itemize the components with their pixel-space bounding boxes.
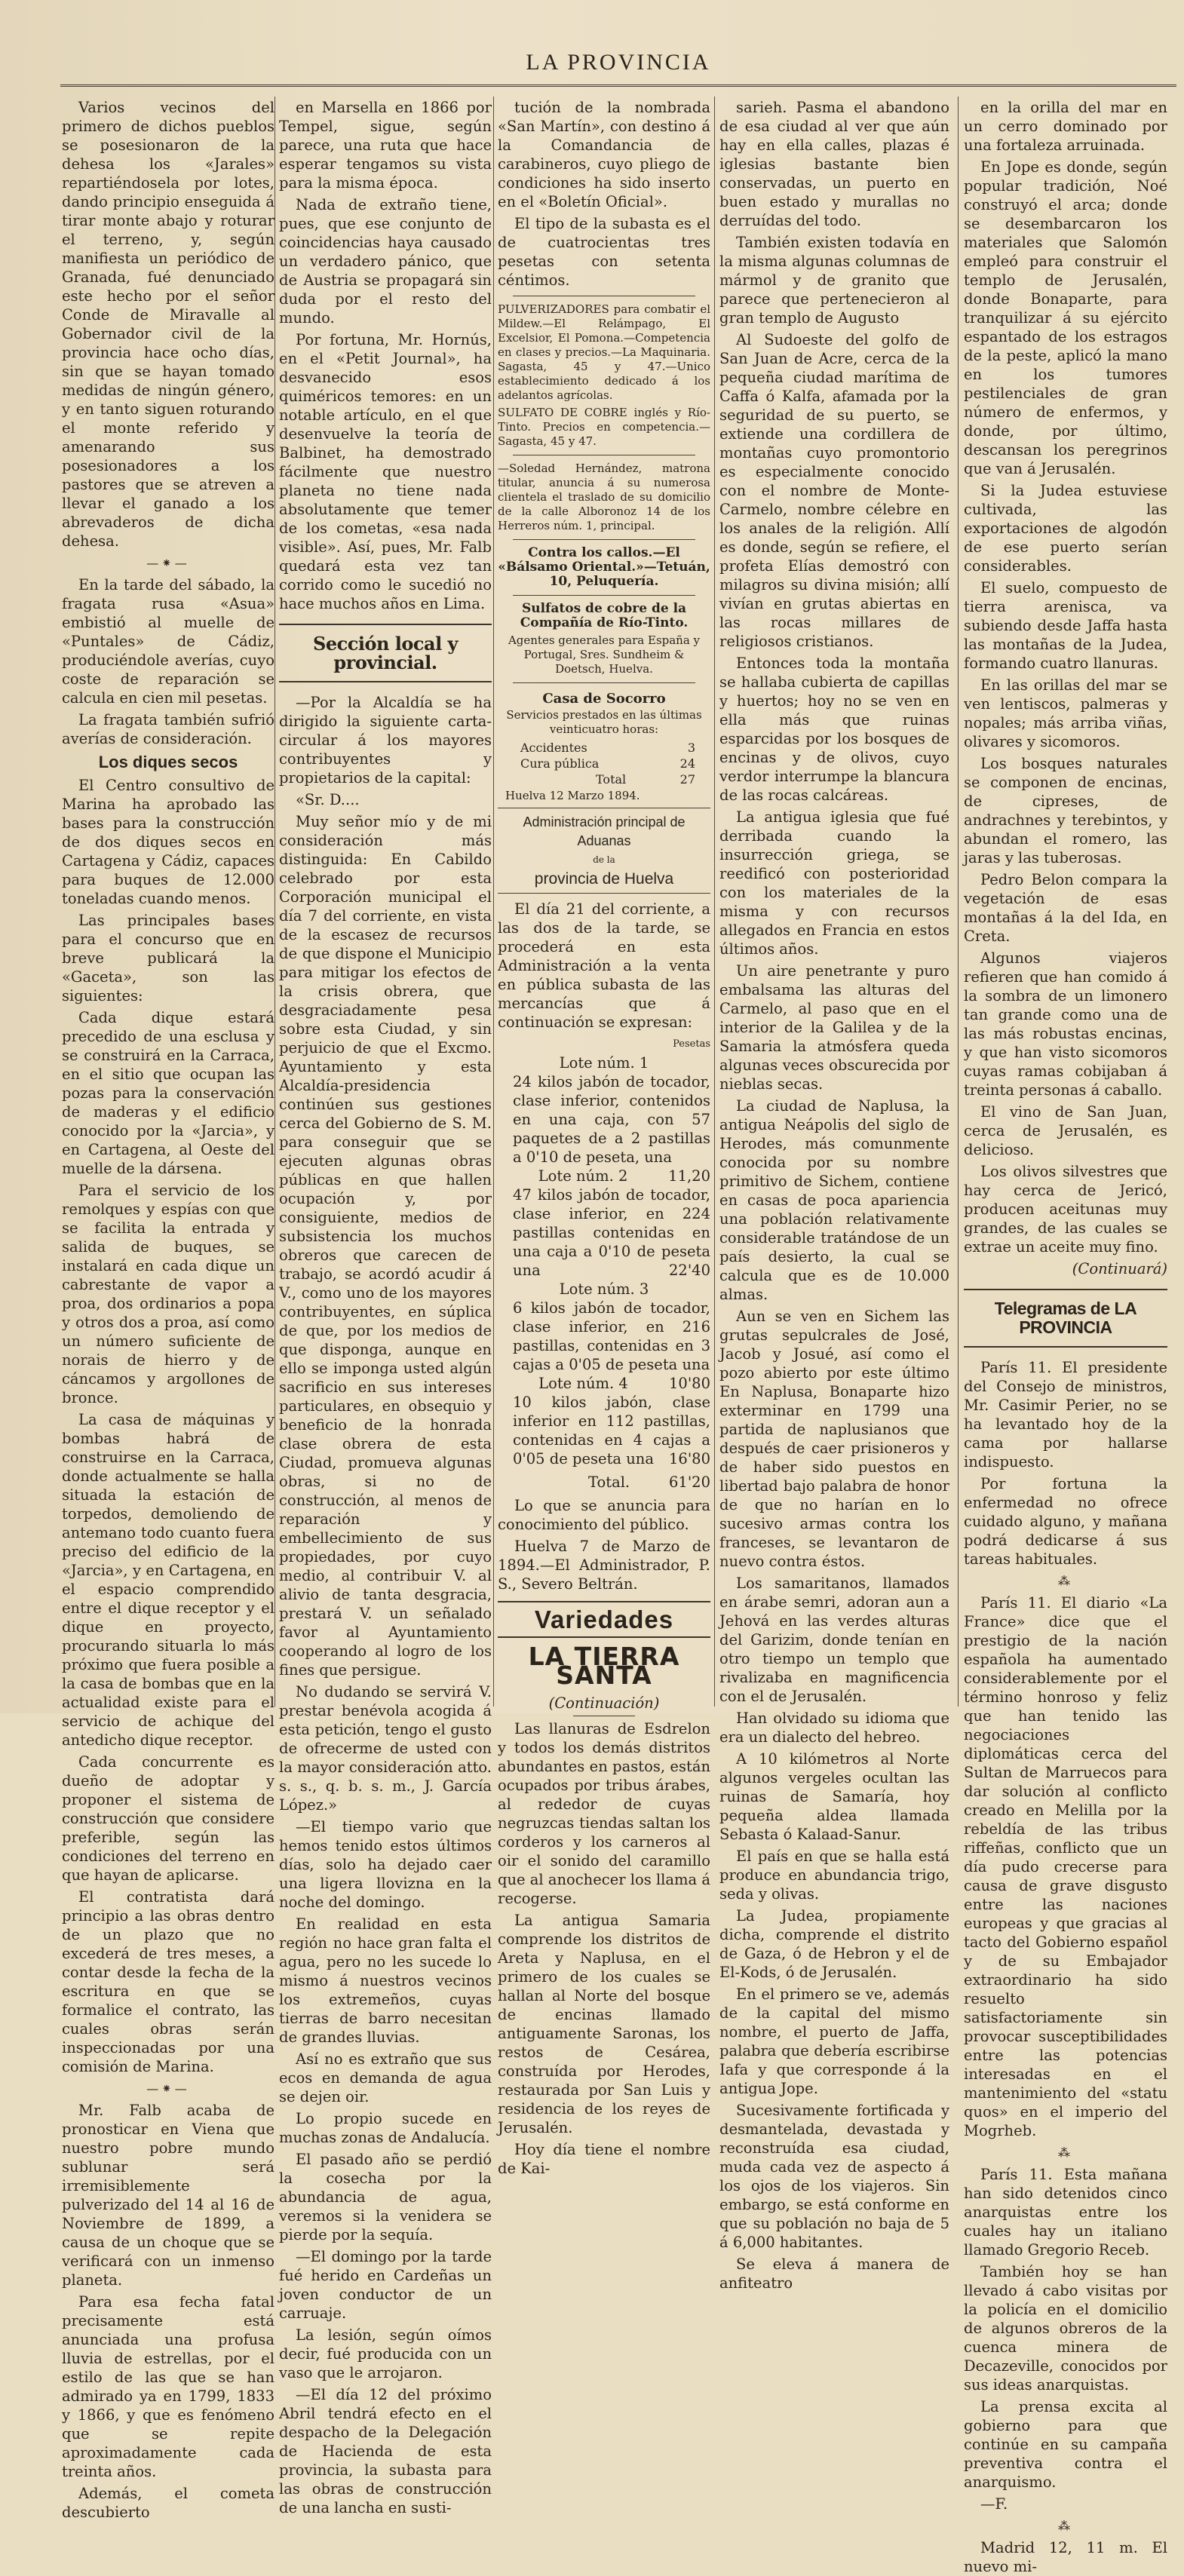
article-paragraph: Aun se ven en Sichem las grutas sepulcrales de José, Jacob y Josué, así como el pozo abierto por este último En Naplusa, Bonaparte hizo exterminar en 1799 una partida de naplusianos que después de caer prisioneros y de haber sido puestos en libertad bajo palabra de honor de que no harían en lo sucesivo armas contra los franceses, se levantaron de nuevo contra éstos. bbox=[719, 1308, 949, 1570]
article-paragraph: Por fortuna la enfermedad no ofrece cuidado alguno, y mañana podrá dedicarse á sus tareas habituales. bbox=[964, 1475, 1167, 1568]
article-paragraph: El tipo de la subasta es el de cuatrocientas tres pesetas con setenta céntimos. bbox=[498, 215, 710, 289]
article-paragraph: La fragata también sufrió averías de consideración. bbox=[62, 711, 275, 747]
adm-heading: Administración principal de Aduanas bbox=[523, 814, 686, 848]
advertisement: SULFATO DE COBRE inglés y Río-Tinto. Precios en competencia.—Sagasta, 45 y 47. bbox=[498, 406, 710, 448]
socorro-title: Casa de Socorro bbox=[542, 691, 666, 707]
total-row: Total. 61'20 bbox=[588, 1474, 710, 1491]
article-paragraph: —Por la Alcaldía se ha dirigido la siguiente carta-circular á los mayores contribuyentes y propietarios de la capital: bbox=[279, 694, 492, 787]
separator: —⁕— bbox=[146, 2081, 190, 2096]
article-paragraph: Los samaritanos, llamados en árabe semri, adoran aun a Jehová en las verdes alturas del Garizim, donde tenían en otro tiempo un templo que rivalizaba en magnificencia con el de Jerusalén. bbox=[719, 1575, 949, 1705]
article-paragraph: La antigua iglesia que fué derribada cuando la insurrección griega, se reedificó con posterioridad con los materiales de la misma y con recursos allegados en Francia en estos últimos años. bbox=[719, 808, 949, 958]
article-paragraph: Además, el cometa descubierto bbox=[62, 2485, 275, 2521]
article-paragraph: Si la Judea estuviese cultivada, las exportaciones de algodón de ese puerto serían considerables. bbox=[964, 482, 1167, 575]
socorro-row: Accidentes 3 bbox=[520, 741, 695, 755]
lote-item: 10 kilos jabón, clase inferior en 112 pastillas, contenidas en 4 cajas a 0'05 de peseta una 16'80 bbox=[513, 1394, 710, 1467]
section-heading: Telegramas de LA PROVINCIA bbox=[964, 1289, 1167, 1348]
column-4 bbox=[719, 98, 949, 2292]
article-title: LA TIERRA SANTA bbox=[528, 1642, 680, 1690]
article-paragraph: —El domingo por la tarde fué herido en Cardeñas un joven conductor de un carruaje. bbox=[279, 2248, 492, 2322]
article-paragraph: París 11. El presidente del Consejo de ministros, Mr. Casimir Perier, no se ha levantado hoy de la cama por hallarse indispuesto. bbox=[964, 1359, 1167, 1470]
article-paragraph: Sucesivamente fortificada y desmantelada, devastada y reconstruída esa ciudad, muda cada vez de aspecto á los ojos de los viajeros. Sin embargo, se está conforme en que su población no baja de 5 á 6,000 habitantes. bbox=[719, 2102, 949, 2251]
divider bbox=[513, 595, 695, 596]
masthead bbox=[60, 47, 1176, 87]
adm-heading-sub: de la bbox=[593, 854, 615, 865]
article-paragraph: Los olivos silvestres que hay cerca de Jericó, producen aceitunas muy grandes, de las cuales se extrae un aceite muy fino. bbox=[964, 1163, 1167, 1256]
article-paragraph: Las llanuras de Esdrelon y todos los demás distritos abundantes en pastos, están ocupados por tribus árabes, al rededor de cuyas negruzcas tiendas saltan los corderos y los carneros al oir el sonido del caramillo que al anochecer los llama á recogerse. bbox=[498, 1720, 710, 1907]
article-paragraph: Varios vecinos del primero de dichos pueblos se posesionaron de la dehesa los «Jarales» repartiéndosela por lotes, dando principio enseguida á tirar monte abajo y roturar el terreno, y, según manifiesta un periódico de Granada, fué denunciado este hecho por el señor Conde de Miravalle al Gobernador civil de la provincia hace ocho días, sin que se hayan tomado medidas de ningún género, y en tanto siguen roturando el monte referido y amenarando sus posesionadores a los pastores que se atreven a llevar el ganado a los abrevaderos de dicha dehesa. bbox=[62, 99, 275, 550]
article-paragraph: París 11. Esta mañana han sido detenidos cinco anarquistas entre los cuales hay un italiano llamado Gregorio Receb. bbox=[964, 2166, 1167, 2259]
lote-item: 6 kilos jabón de tocador, clase inferior, en 216 pastillas, contenidas en 3 cajas a 0'05 de peseta una 10'80 bbox=[513, 1299, 710, 1392]
article-paragraph: El día 21 del corriente, a las dos de la tarde, se procederá en esta Administración a la venta en pública subasta de las mercancías que á continuación se expresan: bbox=[498, 900, 710, 1031]
article-paragraph: La casa de máquinas y bombas habrá de construirse en la Carraca, donde actualmente se halla situada la estación de torpedos, demoliendo de antemano todo cuanto fuera preciso del edificio de la «Jarcia», y en Cartagena, en el espacio comprendido entre el dique receptor y el dique en proyecto, procurando situarla lo más próximo que fuera posible a la casa de bombas que en la actualidad existe para el servicio de achique del antedicho dique receptor. bbox=[62, 1411, 275, 1749]
article-paragraph: Los bosques naturales se componen de encinas, de cipreses, de andrachnes y terebintos, y abundan el romero, las jaras y las tuberosas. bbox=[964, 755, 1167, 866]
article-paragraph: También hoy se han llevado á cabo visitas por la policía en el domicilio de algunos obreros de la cuenca minera de Decazeville, conocidos por sus ideas anarquistas. bbox=[964, 2263, 1167, 2394]
article-paragraph: Así no es extraño que sus ecos en demanda de agua se dejen oir. bbox=[279, 2050, 492, 2105]
article-paragraph: La lesión, según oímos decir, fué producida con un vaso que le arrojaron. bbox=[279, 2326, 492, 2381]
article-paragraph: Hoy día tiene el nombre de Kai- bbox=[498, 2141, 710, 2177]
article-paragraph: tución de la nombrada «San Martín», con destino á la Comandancia de carabineros, cuyo pliego de condiciones ha sido inserto en el «Boletín Oficial». bbox=[498, 99, 710, 210]
article-paragraph: En el primero se ve, además de la capital del mismo nombre, el puerto de Jaffa, palabra que debería escribirse Iafa y que corresponde á la antigua Jope. bbox=[719, 1986, 949, 2097]
article-paragraph: A 10 kilómetros al Norte algunos vergeles ocultan las ruinas de Samaría, hoy pequeña aldea llamada Sebasta ó Kalaad-Sanur. bbox=[719, 1750, 949, 1843]
asterism: ⁂ bbox=[1058, 1574, 1073, 1588]
section-heading: Variedades bbox=[498, 1601, 710, 1638]
article-paragraph: Lo propio sucede en muchas zonas de Andalucía. bbox=[279, 2110, 492, 2146]
column-3 bbox=[498, 98, 710, 2177]
article-paragraph: Mr. Falb acaba de pronosticar en Viena que nuestro pobre mundo sublunar será irremisiblemente pulverizado del 14 al 16 de Noviembre de 1899, a causa de un choque que se verificará con un inmenso planeta. bbox=[62, 2102, 275, 2289]
lote-name: Lote núm. 1 bbox=[559, 1054, 649, 1072]
article-paragraph: Un aire penetrante y puro embalsama las alturas del Carmelo, al paso que en el interior de la Galilea y de la Samaria la atmósfera queda algunas veces obscurecida por nieblas secas. bbox=[719, 962, 949, 1093]
socorro-row: Total 27 bbox=[596, 772, 695, 787]
article-paragraph: Nada de extraño tiene, pues, que ese conjunto de coincidencias haya causado un verdadero pánico, que de Austria se propagará sin duda por el resto del mundo. bbox=[279, 196, 492, 327]
column-rule bbox=[958, 97, 959, 1707]
article-paragraph: En realidad en esta región no hace gran falta el agua, pero no les sucede lo mismo á nuestros vecinos los extremeños, cuyas tierras de barro necesitan de grandes lluvias. bbox=[279, 1915, 492, 2046]
advertisement: Contra los callos.—El «Bálsamo Oriental.»—Tetuán, 10, Peluquería. bbox=[498, 545, 710, 589]
newspaper-title: LA PROVINCIA bbox=[526, 50, 711, 75]
article-paragraph: Algunos viajeros refieren que han comido á la sombra de un limonero tan grande como una de las más robustas encinas, y que han visto sicomoros cuyas ramas cobijaban á treinta personas á caballo. bbox=[964, 949, 1167, 1099]
article-paragraph: Entonces toda la montaña se hallaba cubierta de capillas y huertos; hoy no se ven en ella más que ruinas esparcidas por los bosques de encinas y de olivos, cuyo verdor interrumpe la blancura de las rocas calcáreas. bbox=[719, 655, 949, 804]
article-paragraph: —El tiempo vario que hemos tenido estos últimos días, solo ha dejado caer una ligera llovizna en la noche del domingo. bbox=[279, 1818, 492, 1911]
article-paragraph: Por fortuna, Mr. Hornús, en el «Petit Journal», ha desvanecido esos quiméricos temores: en un notable artículo, en el que desenvuelve la teoría de Balbinet, ha demostrado fácilmente que nuestro planeta no tiene nada absolutamente que temer de los cometas, «esa nada visible». Así, pues, Mr. Falb quedará esta vez tan corrido como le sucedió no hace muchos años en Lima. bbox=[279, 331, 492, 612]
article-paragraph: Muy señor mío y de mi consideración más distinguida: En Cabildo celebrado por esta Corporación municipal el día 7 del corriente, en vista de la escasez de recursos de que dispone el Municipio para mitigar los efectos de la crisis obrera, que desgraciadamente pesa sobre esta Ciudad, y sin perjuicio de que el Excmo. Ayuntamiento y esta Alcaldía-presidencia continúen sus gestiones cerca del Gobierno de S. M. para conseguir que se ejecuten algunas obras públicas en que hallen ocupación y, por consiguiente, medios de subsistencia los muchos obreros que carecen de trabajo, se acordó acudir á V., como uno de los mayores contribuyentes, en súplica de que, por los medios de que disponga, aunque en ello se imponga usted algún sacrificio en sus intereses particulares, en obsequio y beneficio de la honrada clase obrera de esta Ciudad, promueva algunas obras, si no de construcción, al menos de reparación y embellecimiento de sus propiedades, por cuyo medio, al contribuir V. al alivio de tanta desgracia, prestará V. un señalado favor al Ayuntamiento cooperando al logro de los fines que persigue. bbox=[279, 813, 492, 1679]
advertisement: Sulfatos de cobre de la Compañía de Río-Tinto. bbox=[520, 601, 689, 630]
article-paragraph: El Centro consultivo de Marina ha aprobado las bases para la construcción de dos diques secos en Cartagena y Cádiz, capaces para buques de 12.000 toneladas cuando menos. bbox=[62, 777, 275, 907]
advertisement: —Soledad Hernández, matrona titular, anuncia á su numerosa clientela el traslado de su domicilio de la calle Alboronoz 14 de los Herreros núm. 1, principal. bbox=[498, 462, 710, 532]
column-2 bbox=[279, 98, 492, 2516]
article-paragraph: También existen todavía en la misma algunas columnas de mármol y de granito que parece que pertenecieron al gran templo de Augusto bbox=[719, 234, 949, 327]
article-paragraph: En la tarde del sábado, la fragata rusa «Asua» embistió al muelle de «Puntales» de Cádiz, produciéndole averías, cuyo coste de reparación se calcula en cien mil pesetas. bbox=[62, 576, 275, 707]
article-paragraph: Cada concurrente es dueño de adoptar y proponer el sistema de construcción que considere preferible, según las condiciones del terreno en que hayan de aplicarse. bbox=[62, 1753, 275, 1884]
asterism: ⁂ bbox=[1058, 2519, 1073, 2533]
article-paragraph: —El día 12 del próximo Abril tendrá efecto en el despacho de la Delegación de Hacienda de esta provincia, la subasta para las obras de construcción de una lancha en susti- bbox=[279, 2386, 492, 2516]
socorro-row: Cura pública 24 bbox=[520, 756, 695, 771]
article-paragraph: Pedro Belon compara la vegetación de esas montañas á la del Ida, en Creta. bbox=[964, 871, 1167, 945]
article-subtitle: (Continuación) bbox=[548, 1694, 660, 1712]
article-paragraph: Cada dique estará precedido de una esclusa y se construirá en la Carraca, en el sitio que ocupan las pozas para la conservación de maderas y el edificio conocido por la «Jarcia», y en Cartagena, al Oeste del muelle de la dársena. bbox=[62, 1009, 275, 1177]
article-paragraph: —F. bbox=[980, 2495, 1008, 2513]
column-5 bbox=[964, 98, 1167, 2575]
lote-name: Lote núm. 3 bbox=[559, 1280, 649, 1298]
lote-item: 24 kilos jabón de tocador, clase inferior, contenidos en una caja, con 57 paquetes de a 2 pastillas a 0'10 de peseta, una 11,20 bbox=[513, 1073, 710, 1185]
article-paragraph: El país en que se halla está produce en abundancia trigo, seda y olivas. bbox=[719, 1848, 949, 1903]
article-paragraph: No dudando se servirá V. prestar benévola acogida á esta petición, tengo el gusto de ofrecerme de usted con la mayor consideración atto. s. s., q. b. s. m., J. García López.» bbox=[279, 1683, 492, 1814]
separator: —⁕— bbox=[146, 556, 190, 570]
column-rule bbox=[714, 97, 715, 1707]
continued-note: (Continuará) bbox=[1072, 1260, 1167, 1277]
article-paragraph: Madrid 12, 11 m. El nuevo mi- bbox=[964, 2539, 1167, 2575]
socorro-date: Huelva 12 Marzo 1894. bbox=[505, 789, 640, 802]
article-paragraph: en Marsella en 1866 por Tempel, sigue, según parece, una ruta que hace esperar tengamos su vista para la misma época. bbox=[279, 99, 492, 192]
article-paragraph: Para el servicio de los remolques y espías con que se facilita la entrada y salida de buques, se instalará en cada dique un cabrestante de vapor a proa, dos ordinarios a popa y otros dos a proa, así como un número suficiente de norais de hierro y de cáncamos y argollones de bronce. bbox=[62, 1182, 275, 1406]
socorro-subtitle: Servicios prestados en las últimas veinticuatro horas: bbox=[506, 708, 702, 736]
article-paragraph: en la orilla del mar en un cerro dominado por una fortaleza arruinada. bbox=[964, 99, 1167, 154]
lote-name: Lote núm. 4 bbox=[538, 1375, 628, 1392]
column-rule bbox=[493, 97, 494, 1707]
asterism: ⁂ bbox=[1058, 2145, 1073, 2160]
article-paragraph: El contratista dará principio a las obras dentro de un plazo que no excederá de tres meses, a contar desde la fecha de la escritura en que se formalice el contrato, las cuales obras serán inspeccionadas por una comisión de Marina. bbox=[62, 1888, 275, 2075]
article-paragraph: Las principales bases para el concurso que en breve publicará la «Gaceta», son las siguientes: bbox=[62, 912, 275, 1004]
article-paragraph: En las orillas del mar se ven lentiscos, palmeras y nopales; más arriba viñas, olivares y sicomoros. bbox=[964, 676, 1167, 750]
article-paragraph: Lo que se anuncia para conocimiento del público. bbox=[498, 1497, 710, 1533]
divider bbox=[498, 893, 710, 894]
article-paragraph: En Jope es donde, según popular tradición, Noé construyó el arca; donde se desembarcaron los materiales que Salomón empleó para construir el templo de Jerusalén, donde Bonaparte, para tranquilizar á su ejército espantado de los estragos de la peste, aplicó la mano en los tumores pestilenciales de gran número de enfermos, y donde, por último, descansan los peregrinos que van á Jerusalén. bbox=[964, 158, 1167, 477]
article-paragraph: Al Sudoeste del golfo de San Juan de Acre, cerca de la pequeña ciudad marítima de Caffa ó Kalfa, afamada por la seguridad de su puerto, se extiende una cordillera de montañas cuyo promontorio es especialmente conocido con el nombre de Monte-Carmelo, nombre célebre en los anales de la religión. Allí es donde, según se refiere, el profeta Elías demostró con milagros su divina misión; allí vivían en grutas abiertas en las rocas millares de religiosos cristianos. bbox=[719, 331, 949, 650]
article-paragraph: Huelva 7 de Marzo de 1894.—El Administrador, P. S., Severo Beltrán. bbox=[498, 1538, 710, 1593]
advertisement: PULVERIZADORES para combatir el Mildew.—El Relámpago, El Excelsior, El Pomona.—Competencia en clases y precios.—La Maquinaria. Sagasta, 45 y 47.—Unico establecimiento dedicado á los adelantos agrícolas. bbox=[498, 302, 710, 402]
article-paragraph: «Sr. D.... bbox=[296, 791, 360, 808]
article-paragraph: La antigua Samaria comprende los distritos de Areta y Naplusa, en el primero de los cuales se hallan al Norte del bosque de encinas llamado antiguamente Saronas, los restos de Cesárea, construída por Herodes, restaurada por San Luis y residencia de los reyes de Jerusalén. bbox=[498, 1912, 710, 2136]
article-paragraph: Para esa fecha fatal precisamente está anunciada una profusa lluvia de estrellas, por el estilo de las que se han admirado ya en 1799, 1833 y 1866, y que es fenómeno que se repite aproximadamente cada treinta años. bbox=[62, 2293, 275, 2480]
article-paragraph: El vino de San Juan, cerca de Jerusalén, es delicioso. bbox=[964, 1103, 1167, 1158]
article-paragraph: El pasado año se perdió la cosecha por la abundancia de agua, veremos si la venidera se pierde por la sequía. bbox=[279, 2151, 492, 2243]
section-heading: Sección local y provincial. bbox=[279, 624, 492, 682]
advertisement: Agentes generales para España y Portugal, Sres. Sundheim & Doetsch, Huelva. bbox=[508, 633, 701, 676]
adm-heading-province: provincia de Huelva bbox=[534, 870, 674, 888]
article-paragraph: sarieh. Pasma el abandono de esa ciudad al ver que aún hay en ella calles, plazas é iglesias bastante bien conservadas, un puerto en buen estado y murallas no derruídas del todo. bbox=[719, 99, 949, 229]
article-paragraph: La ciudad de Naplusa, la antigua Neápolis del siglo de Herodes, más comunmente conocida por su nombre primitivo de Sichem, contiene en casas de poca apariencia una población relativamente considerable tratándose de un país desierto, la cual se calcula que es de 10.000 almas. bbox=[719, 1097, 949, 1303]
pesetas-label: Pesetas bbox=[673, 1038, 710, 1050]
column-1 bbox=[62, 98, 275, 2521]
section-heading: Los diques secos bbox=[98, 753, 238, 771]
article-paragraph: El suelo, compuesto de tierra arenisca, va subiendo desde Jaffa hasta las montañas de la Judea, formando cuatro llanuras. bbox=[964, 579, 1167, 672]
lote-item: 47 kilos jabón de tocador, clase inferior, en 224 pastillas contenidas en una caja a 0'10 de peseta una 22'40 bbox=[513, 1186, 710, 1279]
divider bbox=[513, 539, 695, 540]
article-paragraph: París 11. El diario «La France» dice que el prestigio de la nación española ha aumentado considerablemente por el término honroso y feliz que han tenido las negociaciones diplomáticas cerca del Sultan de Marruecos para dar solución al conflicto creado en Melilla por la rebeldía de las tribus riffeñas, conflicto que un día pudo crecerse para causa de grave disgusto entre las naciones europeas y que gracias al tacto del Gobierno español y de su Embajador extraordinario ha sido resuelto satisfactoriamente sin provocar susceptibilidades entre las potencias interesadas en el mantenimiento del «statu quos» en el imperio del Mogrheb. bbox=[964, 1594, 1167, 2139]
divider bbox=[513, 682, 695, 683]
socorro-table bbox=[520, 740, 695, 787]
article-paragraph: Se eleva á manera de anfiteatro bbox=[719, 2256, 949, 2292]
lote-name: Lote núm. 2 bbox=[538, 1167, 628, 1185]
article-paragraph: La Judea, propiamente dicha, comprende el distrito de Gaza, ó de Hebron y el de El-Kods, ó de Jerusalén. bbox=[719, 1907, 949, 1981]
article-paragraph: La prensa excita al gobierno para que continúe en su campaña preventiva contra el anarquismo. bbox=[964, 2398, 1167, 2491]
lote-list bbox=[498, 1053, 710, 1468]
article-paragraph: Han olvidado su idioma que era un dialecto del hebreo. bbox=[719, 1710, 949, 1746]
